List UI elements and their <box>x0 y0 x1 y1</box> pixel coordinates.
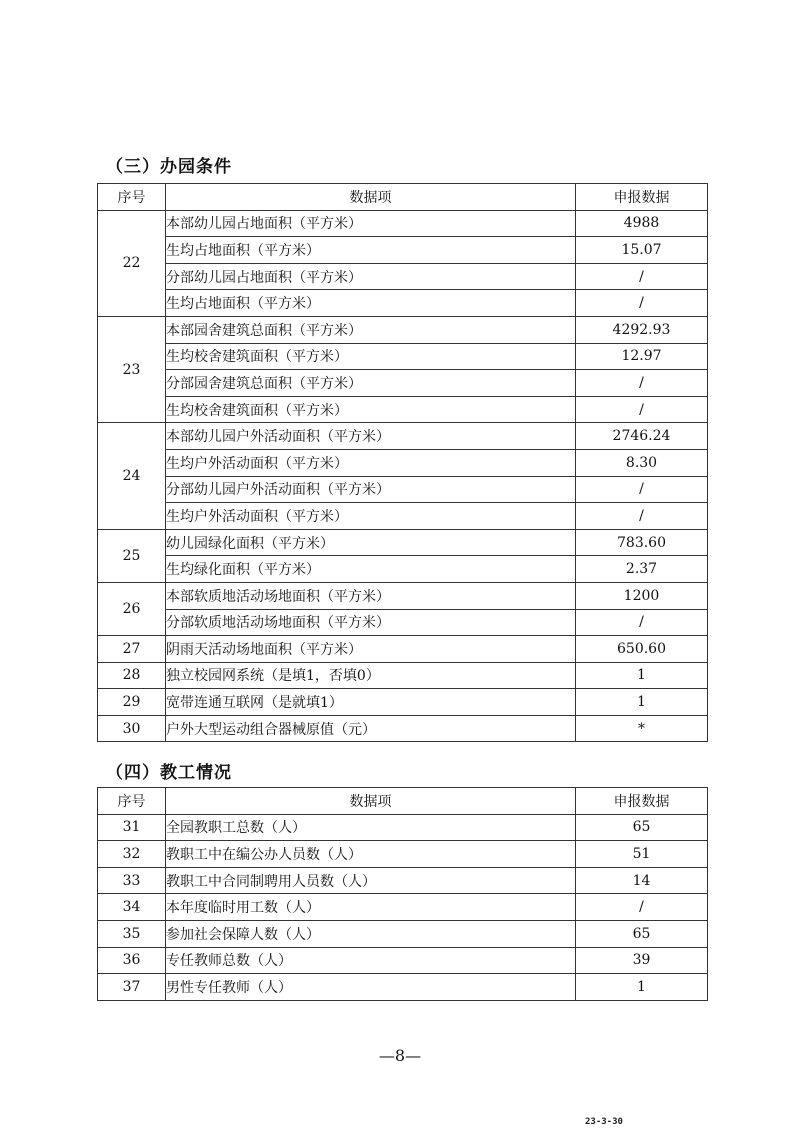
reported-value: 14 <box>576 867 708 894</box>
data-item: 参加社会保障人数（人） <box>166 920 576 947</box>
data-item: 生均户外活动面积（平方米） <box>166 449 576 476</box>
data-item: 生均校舍建筑面积（平方米） <box>166 396 576 423</box>
table-row <box>98 449 708 476</box>
reported-value: 650.60 <box>576 636 708 663</box>
reported-value: 1 <box>576 662 708 689</box>
header-value: 申报数据 <box>576 788 708 815</box>
table-row <box>98 396 708 423</box>
reported-value: / <box>576 290 708 317</box>
reported-value: / <box>576 503 708 530</box>
table-row <box>98 529 708 556</box>
table-row <box>98 370 708 397</box>
table-row <box>98 867 708 894</box>
reported-value: / <box>576 370 708 397</box>
reported-value: 1 <box>576 974 708 1001</box>
header-value: 申报数据 <box>576 184 708 211</box>
row-number: 36 <box>98 947 166 974</box>
data-item: 户外大型运动组合器械原值（元） <box>166 715 576 742</box>
reported-value: 2.37 <box>576 556 708 583</box>
data-item: 分部软质地活动场地面积（平方米） <box>166 609 576 636</box>
table-row <box>98 689 708 716</box>
row-number: 35 <box>98 920 166 947</box>
row-number: 22 <box>98 210 166 316</box>
data-item: 生均校舍建筑面积（平方米） <box>166 343 576 370</box>
data-item: 本部幼儿园户外活动面积（平方米） <box>166 423 576 450</box>
table-row <box>98 582 708 609</box>
data-item: 独立校园网系统（是填1，否填0） <box>166 662 576 689</box>
data-item: 本年度临时用工数（人） <box>166 894 576 921</box>
data-item: 阴雨天活动场地面积（平方米） <box>166 636 576 663</box>
kindergarten-conditions-table <box>97 183 708 742</box>
reported-value: / <box>576 263 708 290</box>
reported-value: 1200 <box>576 582 708 609</box>
table-row <box>98 715 708 742</box>
table-row <box>98 814 708 841</box>
reported-value: 2746.24 <box>576 423 708 450</box>
table-row <box>98 947 708 974</box>
table-row <box>98 476 708 503</box>
table-row <box>98 423 708 450</box>
reported-value: 51 <box>576 841 708 868</box>
row-number: 29 <box>98 689 166 716</box>
data-item: 本部园舍建筑总面积（平方米） <box>166 316 576 343</box>
header-no: 序号 <box>98 788 166 815</box>
data-item: 本部软质地活动场地面积（平方米） <box>166 582 576 609</box>
reported-value: 65 <box>576 920 708 947</box>
header-item: 数据项 <box>166 184 576 211</box>
section-title-staff: （四）教工情况 <box>106 763 232 783</box>
data-item: 本部幼儿园占地面积（平方米） <box>166 210 576 237</box>
table-row <box>98 343 708 370</box>
row-number: 37 <box>98 974 166 1001</box>
reported-value: 783.60 <box>576 529 708 556</box>
data-item: 全园教职工总数（人） <box>166 814 576 841</box>
row-number: 26 <box>98 582 166 635</box>
section-title-kindergarten-conditions: （三）办园条件 <box>106 157 232 177</box>
row-number: 27 <box>98 636 166 663</box>
row-number: 23 <box>98 316 166 422</box>
data-item: 生均绿化面积（平方米） <box>166 556 576 583</box>
date-stamp: 23-3-30 <box>585 1117 623 1127</box>
table-row <box>98 556 708 583</box>
table-row <box>98 210 708 237</box>
data-item: 分部幼儿园占地面积（平方米） <box>166 263 576 290</box>
data-item: 分部幼儿园户外活动面积（平方米） <box>166 476 576 503</box>
table-row <box>98 920 708 947</box>
table-row <box>98 974 708 1001</box>
data-item: 生均占地面积（平方米） <box>166 290 576 317</box>
reported-value: 8.30 <box>576 449 708 476</box>
data-item: 专任教师总数（人） <box>166 947 576 974</box>
row-number: 24 <box>98 423 166 529</box>
row-number: 28 <box>98 662 166 689</box>
reported-value: 65 <box>576 814 708 841</box>
reported-value: / <box>576 894 708 921</box>
table-row <box>98 662 708 689</box>
table-row <box>98 290 708 317</box>
reported-value: * <box>576 715 708 742</box>
page-number: —8— <box>378 1046 422 1065</box>
data-item: 男性专任教师（人） <box>166 974 576 1001</box>
table-row <box>98 237 708 264</box>
table-row <box>98 609 708 636</box>
data-item: 分部园舍建筑总面积（平方米） <box>166 370 576 397</box>
reported-value: 15.07 <box>576 237 708 264</box>
reported-value: 1 <box>576 689 708 716</box>
data-item: 教职工中在编公办人员数（人） <box>166 841 576 868</box>
reported-value: / <box>576 396 708 423</box>
row-number: 32 <box>98 841 166 868</box>
staff-table <box>97 787 708 1001</box>
data-item: 教职工中合同制聘用人员数（人） <box>166 867 576 894</box>
reported-value: 39 <box>576 947 708 974</box>
row-number: 30 <box>98 715 166 742</box>
table-row <box>98 263 708 290</box>
table-row <box>98 894 708 921</box>
header-item: 数据项 <box>166 788 576 815</box>
table-header-row <box>98 788 708 815</box>
row-number: 34 <box>98 894 166 921</box>
table-row <box>98 503 708 530</box>
row-number: 25 <box>98 529 166 582</box>
table-row <box>98 316 708 343</box>
reported-value: 4988 <box>576 210 708 237</box>
row-number: 33 <box>98 867 166 894</box>
header-no: 序号 <box>98 184 166 211</box>
reported-value: 4292.93 <box>576 316 708 343</box>
data-item: 生均户外活动面积（平方米） <box>166 503 576 530</box>
table-row <box>98 841 708 868</box>
data-item: 幼儿园绿化面积（平方米） <box>166 529 576 556</box>
reported-value: 12.97 <box>576 343 708 370</box>
row-number: 31 <box>98 814 166 841</box>
table-header-row <box>98 184 708 211</box>
data-item: 宽带连通互联网（是就填1） <box>166 689 576 716</box>
table-row <box>98 636 708 663</box>
reported-value: / <box>576 476 708 503</box>
reported-value: / <box>576 609 708 636</box>
data-item: 生均占地面积（平方米） <box>166 237 576 264</box>
